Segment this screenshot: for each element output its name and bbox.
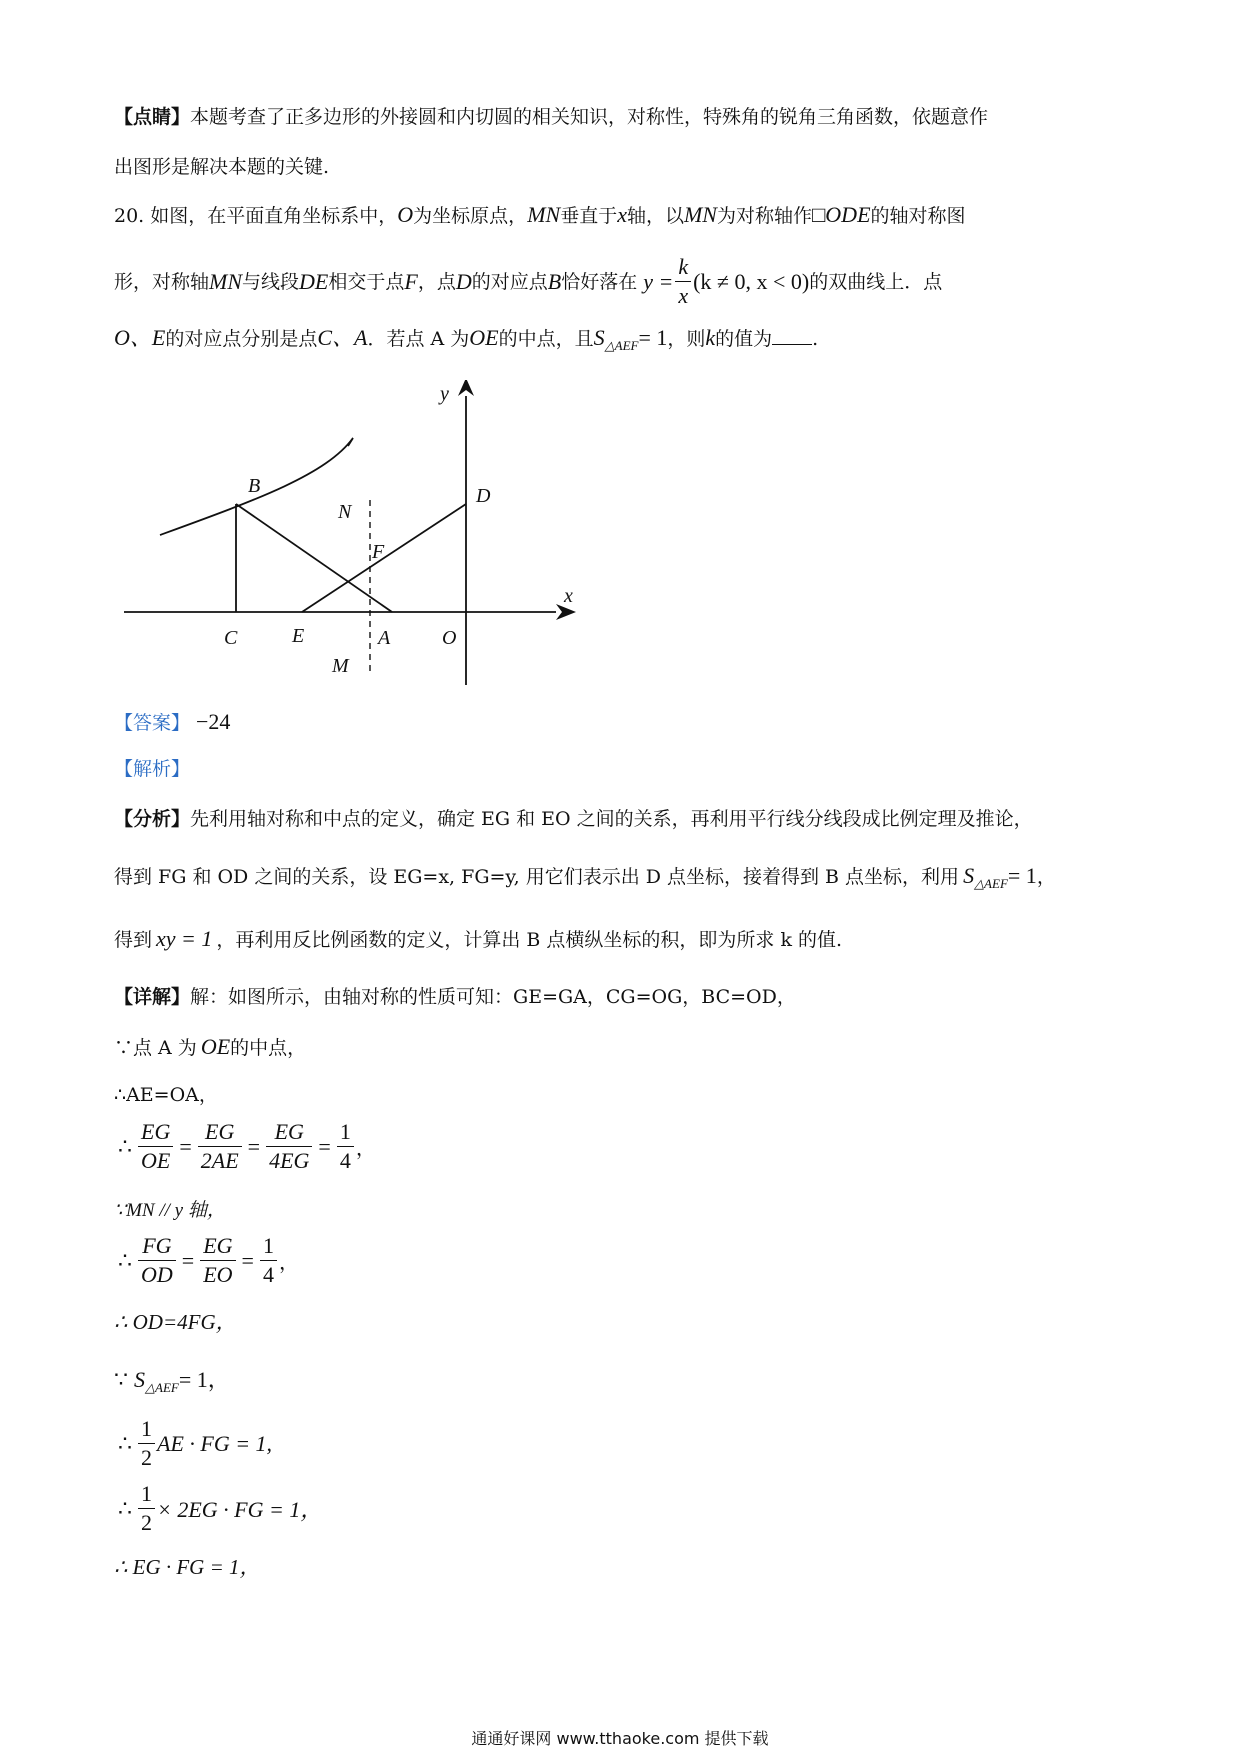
math-D: D	[455, 268, 472, 294]
math-y-equals: y =	[643, 268, 674, 294]
fraction-denominator: 2	[141, 1445, 152, 1470]
segment-BA	[236, 504, 392, 612]
question-number: 20.	[114, 205, 145, 227]
dianjing-text-1: 本题考查了正多边形的外接圆和内切圆的相关知识，对称性，特殊角的锐角三角函数，依题意作	[190, 106, 989, 128]
math-OE: OE	[469, 325, 499, 350]
label-O: O	[442, 627, 457, 649]
question-text: 如图，在平面直角坐标系中，	[150, 205, 398, 227]
answer-label: 【答案】	[114, 712, 191, 734]
xiangjie-line-3	[114, 1081, 218, 1109]
because-sign: ∵	[114, 1367, 128, 1392]
math-triangle-ODE: □ODE	[812, 202, 871, 227]
math-S: S	[963, 863, 975, 888]
equation-ratio-EG-OE	[114, 1118, 376, 1175]
question-line-1	[114, 201, 966, 230]
equation-rest: × 2EG · FG = 1，	[157, 1497, 323, 1522]
math-eq: = 1，	[178, 1367, 230, 1392]
y-axis-arrow	[458, 380, 474, 396]
math-OE: O、E	[114, 325, 166, 350]
math-O: O	[397, 202, 414, 227]
jiexi-line	[114, 755, 190, 783]
question-text: ，	[1036, 866, 1056, 888]
punctuation: ，	[355, 1136, 376, 1160]
math-eq: = 1	[1007, 863, 1037, 888]
question-line-3	[114, 324, 818, 360]
math-DE: DE	[299, 268, 329, 294]
fraction-denominator: EO	[203, 1262, 233, 1287]
xiangjie-line-2	[114, 1033, 306, 1062]
math-S: S	[593, 325, 605, 350]
label-E: E	[292, 625, 305, 647]
page-footer: 通通好课网 www.tthaoke.com 提供下载	[471, 1729, 769, 1748]
label-N: N	[338, 501, 352, 523]
fraction-denominator: 4EG	[269, 1148, 310, 1173]
therefore-sign: ∴	[118, 1247, 132, 1273]
answer-blank	[772, 326, 812, 345]
label-A: A	[378, 627, 391, 649]
equals-sign: =	[241, 1247, 254, 1273]
fraction-one-half	[138, 1415, 155, 1472]
xiangjie-line-4	[114, 1196, 226, 1225]
math-B: B	[547, 268, 562, 294]
equals-sign: =	[181, 1247, 195, 1273]
question-text: ．若点 A 为	[367, 328, 470, 350]
fraction-denominator: 2AE	[200, 1148, 239, 1173]
equation-rest: AE · FG = 1,	[157, 1430, 273, 1456]
xiangjie-label: 【详解】	[114, 986, 191, 1008]
math-F: F	[404, 268, 418, 294]
label-D: D	[476, 485, 491, 507]
fenxi-text: 得到	[114, 929, 153, 951]
fraction-numerator: EG	[198, 1118, 242, 1147]
fraction-denominator: 4	[339, 1148, 351, 1173]
fenxi-text-2: 得到 FG 和 OD 之间的关系，设 EG=x, FG=y, 用它们表示出 D 点坐标，接着得到 B 点坐标，利用	[114, 866, 960, 888]
fraction-denominator: OD	[141, 1262, 173, 1287]
xiangjie-line-6	[114, 1366, 230, 1402]
math-condition: (k ≠ 0, x < 0)	[693, 268, 810, 294]
answer-line	[114, 708, 230, 737]
fraction-numerator: EG	[266, 1118, 312, 1147]
label-C: C	[224, 627, 238, 649]
xiangjie-text: ∴ EG · FG = 1，	[114, 1555, 261, 1579]
question-text: ，则	[667, 328, 706, 350]
fenxi-text: ，再利用反比例函数的定义，计算出 B 点横纵坐标的积，即为所求 k 的值.	[216, 929, 843, 951]
equals-sign: =	[318, 1133, 331, 1159]
fenxi-line-2	[114, 862, 1056, 898]
math-k: k	[705, 325, 716, 350]
question-text: 相交于点	[328, 270, 405, 293]
fraction-k-over-x	[675, 253, 691, 310]
dianjing-line-1	[114, 103, 988, 131]
question-text: .	[812, 328, 819, 350]
xiangjie-line-1	[114, 983, 796, 1011]
fraction-numerator: 1	[337, 1118, 354, 1147]
question-text: ，点	[417, 270, 456, 293]
therefore-sign: ∴	[118, 1430, 132, 1456]
equals-sign: =	[247, 1133, 261, 1159]
question-text: 形，对称轴	[114, 270, 210, 293]
answer-value: −24	[196, 709, 231, 734]
label-F: F	[372, 541, 385, 563]
question-text: 垂直于	[560, 205, 618, 227]
fraction-numerator: k	[675, 253, 691, 282]
xiangjie-text: ∵点 A 为	[114, 1037, 197, 1059]
fraction-numerator: EG	[200, 1232, 235, 1261]
xiangjie-text: ∵MN // y 轴，	[114, 1200, 226, 1221]
math-x: x	[617, 202, 627, 227]
xiangjie-line-7	[114, 1553, 261, 1581]
fraction-numerator: FG	[138, 1232, 176, 1261]
question-text: 与线段	[242, 270, 300, 293]
dianjing-line-2	[114, 153, 329, 181]
math-eq: = 1	[638, 325, 668, 350]
label-B: B	[248, 475, 261, 497]
question-text: 的对应点	[471, 270, 548, 293]
math-MN: MN	[527, 202, 561, 227]
geometry-figure	[116, 380, 596, 690]
fraction	[198, 1118, 242, 1175]
math-S: S	[134, 1367, 145, 1392]
math-xy-eq: xy = 1	[156, 926, 213, 951]
fraction-denominator: OE	[141, 1148, 171, 1173]
equals-sign: =	[179, 1133, 192, 1159]
xiangjie-line-5	[114, 1308, 237, 1336]
fraction	[138, 1118, 173, 1175]
jiexi-label: 【解析】	[114, 758, 191, 780]
therefore-sign: ∴	[118, 1133, 132, 1159]
equation-half-2EG-FG	[114, 1480, 322, 1537]
question-line-2	[114, 253, 942, 310]
question-text: 轴，以	[626, 205, 684, 227]
label-y: y	[440, 383, 449, 405]
question-text: 的对应点分别是点	[165, 328, 318, 350]
fraction	[266, 1118, 312, 1175]
xiangjie-text: ∴ OD=4FG，	[114, 1310, 237, 1334]
math-MN: MN	[683, 202, 717, 227]
fraction-numerator: 1	[138, 1415, 155, 1444]
dianjing-text-2: 出图形是解决本题的关键.	[114, 156, 330, 178]
question-text: 的中点，且	[498, 328, 594, 350]
fraction-numerator: EG	[138, 1118, 173, 1147]
fraction	[200, 1232, 235, 1289]
question-text: 为坐标原点，	[413, 205, 528, 227]
fenxi-line-1	[114, 805, 1033, 833]
math-subscript: △AEF	[145, 1380, 179, 1395]
fraction-denominator: 2	[141, 1510, 152, 1535]
math-subscript: △AEF	[604, 338, 639, 353]
equation-half-AE-FG	[114, 1415, 272, 1472]
fenxi-label: 【分析】	[114, 808, 191, 830]
xiangjie-text-1: 解：如图所示，由轴对称的性质可知：GE=GA，CG=OG，BC=OD，	[190, 986, 796, 1008]
question-text: 的值为	[715, 328, 773, 350]
fraction	[138, 1232, 176, 1289]
xiangjie-text: ∴AE=OA，	[114, 1084, 218, 1106]
fraction-denominator: x	[678, 283, 689, 308]
question-text: 的双曲线上．点	[809, 270, 943, 293]
math-CA: C、A	[317, 325, 368, 350]
math-MN: MN	[209, 268, 243, 294]
fenxi-line-3	[114, 925, 842, 954]
dianjing-label: 【点睛】	[114, 106, 191, 128]
equation-ratio-FG-OD	[114, 1232, 299, 1289]
fraction-denominator: 4	[262, 1262, 274, 1287]
question-text: 的轴对称图	[870, 205, 966, 227]
fraction	[260, 1232, 277, 1289]
math-subscript: △AEF	[974, 876, 1008, 891]
label-x: x	[564, 585, 573, 607]
question-text: 为对称轴作	[716, 205, 812, 227]
fenxi-text-1: 先利用轴对称和中点的定义，确定 EG 和 EO 之间的关系，再利用平行线分线段成比例定理及推论，	[190, 808, 1033, 830]
label-M: M	[332, 655, 349, 677]
math-OE: OE	[200, 1034, 231, 1059]
fraction-one-half	[138, 1480, 155, 1537]
xiangjie-text: 的中点，	[230, 1037, 307, 1059]
punctuation: ，	[278, 1250, 299, 1274]
question-text: 恰好落在	[561, 270, 638, 293]
fraction-numerator: 1	[138, 1480, 155, 1509]
fraction	[337, 1118, 354, 1175]
therefore-sign: ∴	[118, 1495, 132, 1521]
fraction-numerator: 1	[260, 1232, 277, 1261]
